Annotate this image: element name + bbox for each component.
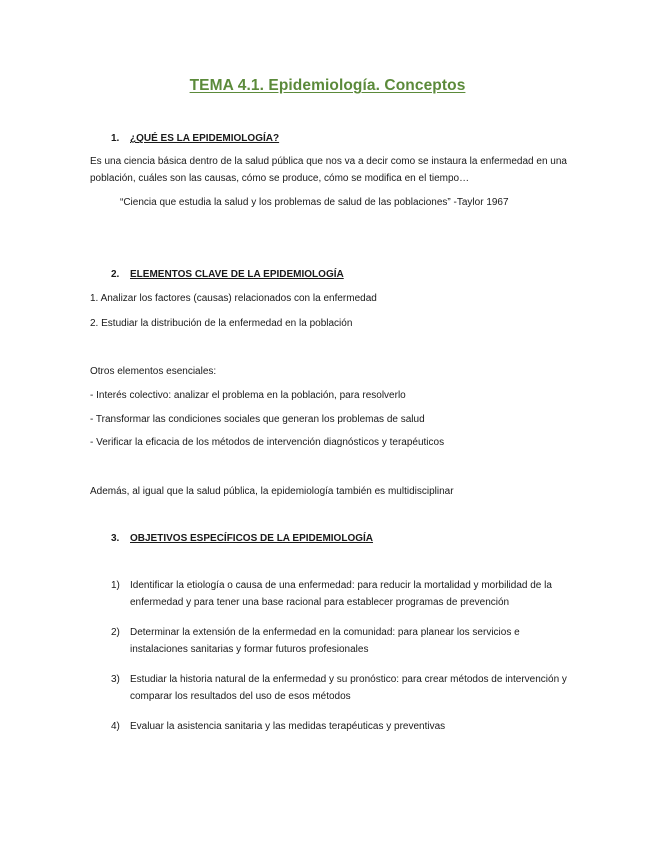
others-label: Otros elementos esenciales: [90, 366, 217, 377]
section-1-heading [111, 133, 279, 144]
list-item: 1. Analizar los factores (causas) relacionados con la enfermedad [90, 293, 377, 304]
section-1-number: 1. [111, 133, 120, 144]
section-2-heading [111, 269, 344, 280]
page-title: TEMA 4.1. Epidemiología. Conceptos [189, 77, 466, 94]
objective-number: 4) [111, 721, 120, 732]
section-2-title: ELEMENTOS CLAVE DE LA EPIDEMIOLOGÍA [130, 269, 344, 280]
objective-number: 1) [111, 580, 120, 591]
objective-item [111, 671, 571, 705]
section-2-number: 2. [111, 269, 120, 280]
objective-item [111, 577, 571, 611]
objective-number: 2) [111, 627, 120, 638]
section-1-quote: “Ciencia que estudia la salud y los problemas de salud de las poblaciones” -Taylor 1967 [120, 197, 509, 208]
objective-text: Estudiar la historia natural de la enfermedad y su pronóstico: para crear métodos de intervención y comparar los resultados del uso de esos métodos [130, 674, 567, 702]
section-1-title: ¿QUÉ ES LA EPIDEMIOLOGÍA? [130, 133, 280, 144]
objective-number: 3) [111, 674, 120, 685]
list-item: - Verificar la eficacia de los métodos de intervención diagnósticos y terapéuticos [90, 437, 445, 448]
section-3-heading [111, 533, 373, 544]
section-3-title: OBJETIVOS ESPECÍFICOS DE LA EPIDEMIOLOGÍA [130, 533, 373, 544]
objective-text: Identificar la etiología o causa de una enfermedad: para reducir la mortalidad y morbilidad de la enfermedad y para tener una base racional para establecer programas de prevención [130, 580, 552, 608]
list-item: 2. Estudiar la distribución de la enfermedad en la población [90, 318, 353, 329]
section-1-paragraph: Es una ciencia básica dentro de la salud pública que nos va a decir como se instaura la enfermedad en una población, cuáles son las causas, cómo se produce, cómo se modifica en el tiempo… [90, 156, 567, 184]
objective-text: Evaluar la asistencia sanitaria y las medidas terapéuticas y preventivas [130, 721, 446, 732]
objective-item [111, 718, 571, 735]
objective-item [111, 624, 571, 658]
section-2-note: Además, al igual que la salud pública, la epidemiología también es multidisciplinar [90, 486, 454, 497]
list-item: - Transformar las condiciones sociales que generan los problemas de salud [90, 414, 425, 425]
section-3-number: 3. [111, 533, 120, 544]
list-item: - Interés colectivo: analizar el problema en la población, para resolverlo [90, 390, 406, 401]
objective-text: Determinar la extensión de la enfermedad en la comunidad: para planear los servicios e instalaciones sanitarias y formar futuros profesionales [130, 627, 520, 655]
